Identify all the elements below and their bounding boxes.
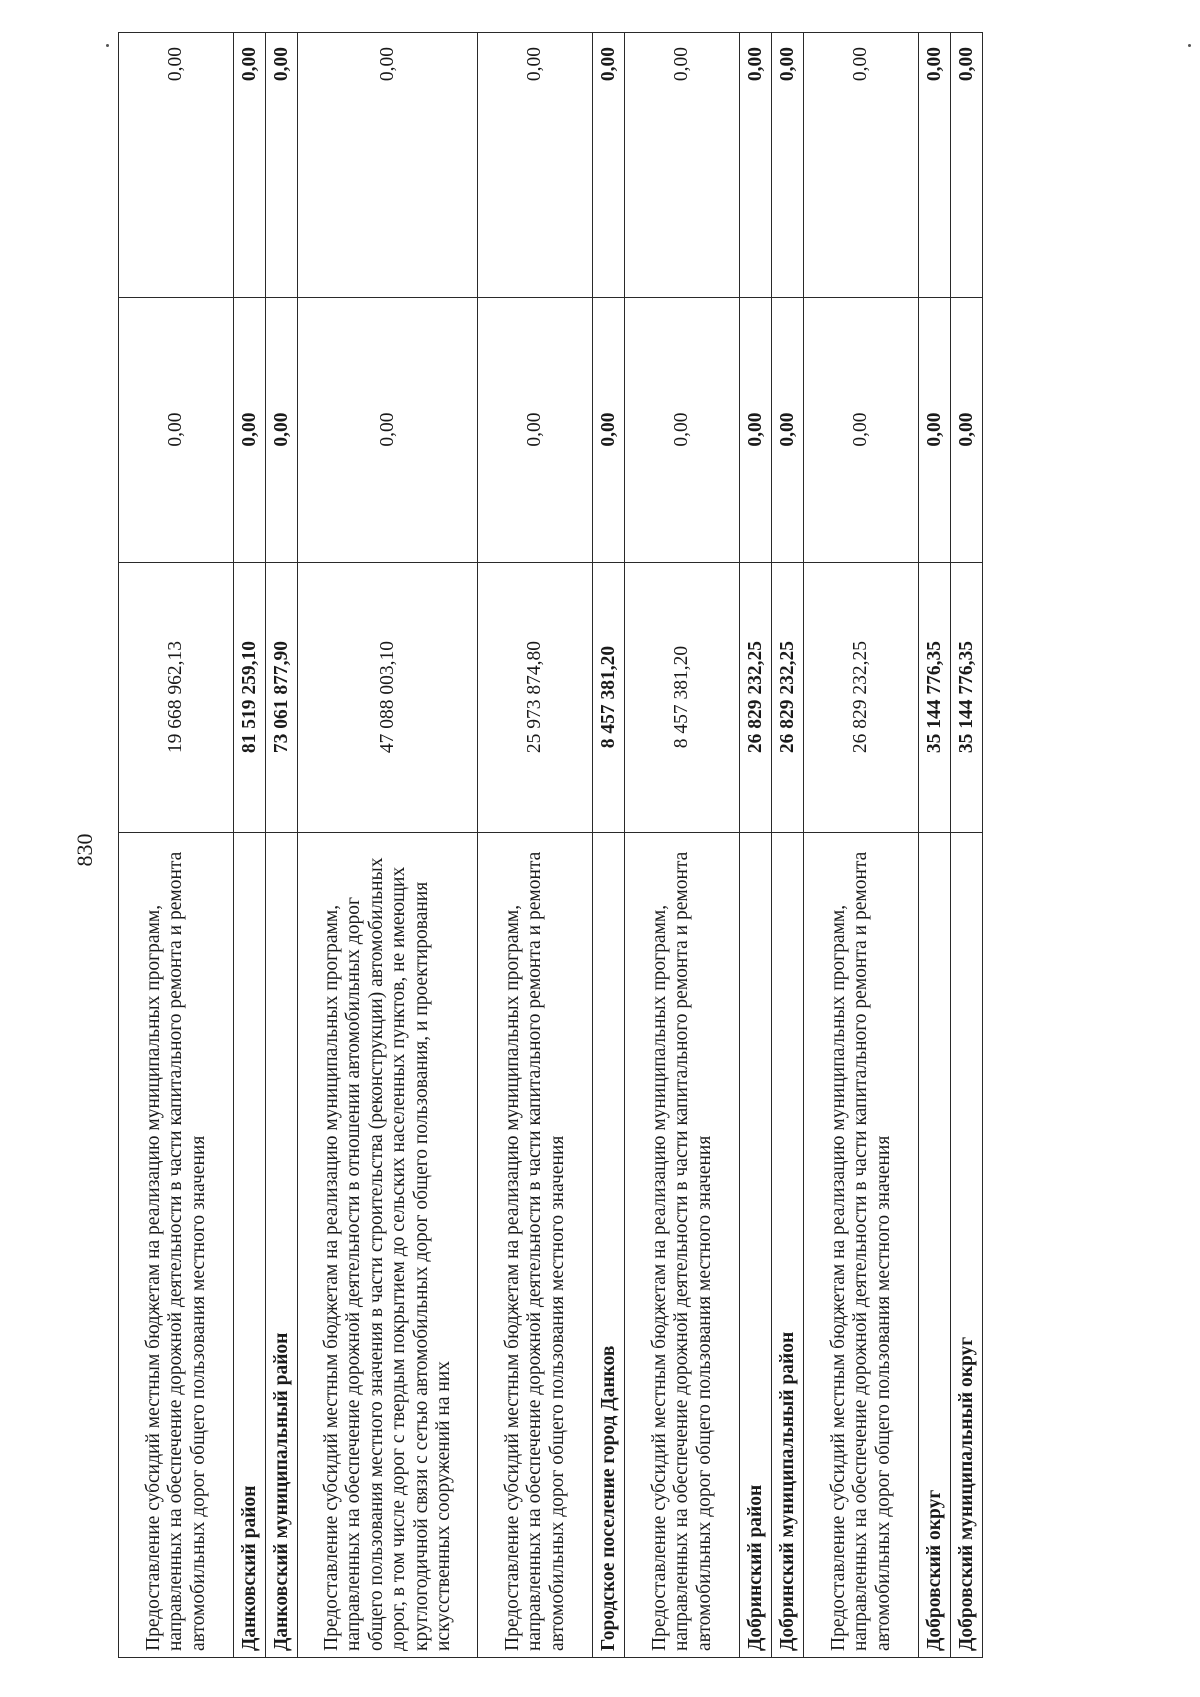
amount-cell: 26 829 232,25 [772, 563, 804, 833]
table-row [593, 33, 625, 1658]
budget-table-body [119, 33, 983, 1658]
amount-cell-3: 0,00 [740, 33, 772, 298]
table-row [804, 33, 919, 1658]
amount-cell-3: 0,00 [266, 33, 298, 298]
name-cell: Добринский район [740, 833, 772, 1658]
table-row [266, 33, 298, 1658]
budget-table [118, 32, 983, 1658]
amount-cell: 47 088 003,10 [298, 563, 478, 833]
name-cell: Городское поселение город Данков [593, 833, 625, 1658]
amount-cell: 35 144 776,35 [919, 563, 951, 833]
table-row [740, 33, 772, 1658]
table-row [478, 33, 593, 1658]
amount-cell-3: 0,00 [919, 33, 951, 298]
name-cell: Данковский район [234, 833, 266, 1658]
amount-cell: 81 519 259,10 [234, 563, 266, 833]
scan-speck [1188, 44, 1191, 47]
amount-cell-2: 0,00 [478, 298, 593, 563]
amount-cell: 26 829 232,25 [804, 563, 919, 833]
amount-cell: 8 457 381,20 [625, 563, 740, 833]
amount-cell-2: 0,00 [919, 298, 951, 563]
name-cell: Добровский округ [919, 833, 951, 1658]
page-number: 830 [72, 833, 97, 867]
amount-cell-3: 0,00 [625, 33, 740, 298]
amount-cell: 8 457 381,20 [593, 563, 625, 833]
name-cell: Предоставление субсидий местным бюджетам на реализацию муниципальных программ, направленных на обеспечение дорожной деятельности в части капитального ремонта и ремонта автомобильных дорог общего пользования местного значения [119, 833, 234, 1658]
amount-cell-3: 0,00 [298, 33, 478, 298]
amount-cell-2: 0,00 [119, 298, 234, 563]
amount-cell-2: 0,00 [951, 298, 983, 563]
table-row [772, 33, 804, 1658]
amount-cell: 25 973 874,80 [478, 563, 593, 833]
amount-cell-3: 0,00 [804, 33, 919, 298]
name-cell: Предоставление субсидий местным бюджетам на реализацию муниципальных программ, направленных на обеспечение дорожной деятельности в части капитального ремонта и ремонта автомобильных дорог общего пользования местного значения [478, 833, 593, 1658]
amount-cell-2: 0,00 [804, 298, 919, 563]
amount-cell-2: 0,00 [298, 298, 478, 563]
name-cell: Предоставление субсидий местным бюджетам на реализацию муниципальных программ, направленных на обеспечение дорожной деятельности в отношении автомобильных дорог общего пользования местного значения в части строительства (реконструкции) автомобильных дорог, в том числе дорог с твердым покрытием до сельских населенных пунктов, не имеющих круглогодичной связи с сетью автомобильных дорог общего пользования, и проектирования искусственных сооружений на них [298, 833, 478, 1658]
amount-cell-2: 0,00 [625, 298, 740, 563]
amount-cell-3: 0,00 [119, 33, 234, 298]
table-row [625, 33, 740, 1658]
amount-cell: 26 829 232,25 [740, 563, 772, 833]
name-cell: Данковский муниципальный район [266, 833, 298, 1658]
amount-cell-2: 0,00 [266, 298, 298, 563]
table-row [119, 33, 234, 1658]
amount-cell-2: 0,00 [234, 298, 266, 563]
amount-cell-2: 0,00 [740, 298, 772, 563]
scan-speck [106, 44, 109, 47]
amount-cell-3: 0,00 [951, 33, 983, 298]
amount-cell-3: 0,00 [234, 33, 266, 298]
name-cell: Предоставление субсидий местным бюджетам на реализацию муниципальных программ, направленных на обеспечение дорожной деятельности в части капитального ремонта и ремонта автомобильных дорог общего пользования местного значения [804, 833, 919, 1658]
table-row [298, 33, 478, 1658]
amount-cell-2: 0,00 [593, 298, 625, 563]
amount-cell: 73 061 877,90 [266, 563, 298, 833]
table-row [919, 33, 951, 1658]
name-cell: Предоставление субсидий местным бюджетам на реализацию муниципальных программ, направленных на обеспечение дорожной деятельности в части капитального ремонта и ремонта автомобильных дорог общего пользования местного значения [625, 833, 740, 1658]
amount-cell-3: 0,00 [772, 33, 804, 298]
amount-cell-2: 0,00 [772, 298, 804, 563]
amount-cell: 35 144 776,35 [951, 563, 983, 833]
amount-cell: 19 668 962,13 [119, 563, 234, 833]
name-cell: Добринский муниципальный район [772, 833, 804, 1658]
table-row [951, 33, 983, 1658]
amount-cell-3: 0,00 [593, 33, 625, 298]
amount-cell-3: 0,00 [478, 33, 593, 298]
table-row [234, 33, 266, 1658]
name-cell: Добровский муниципальный округ [951, 833, 983, 1658]
